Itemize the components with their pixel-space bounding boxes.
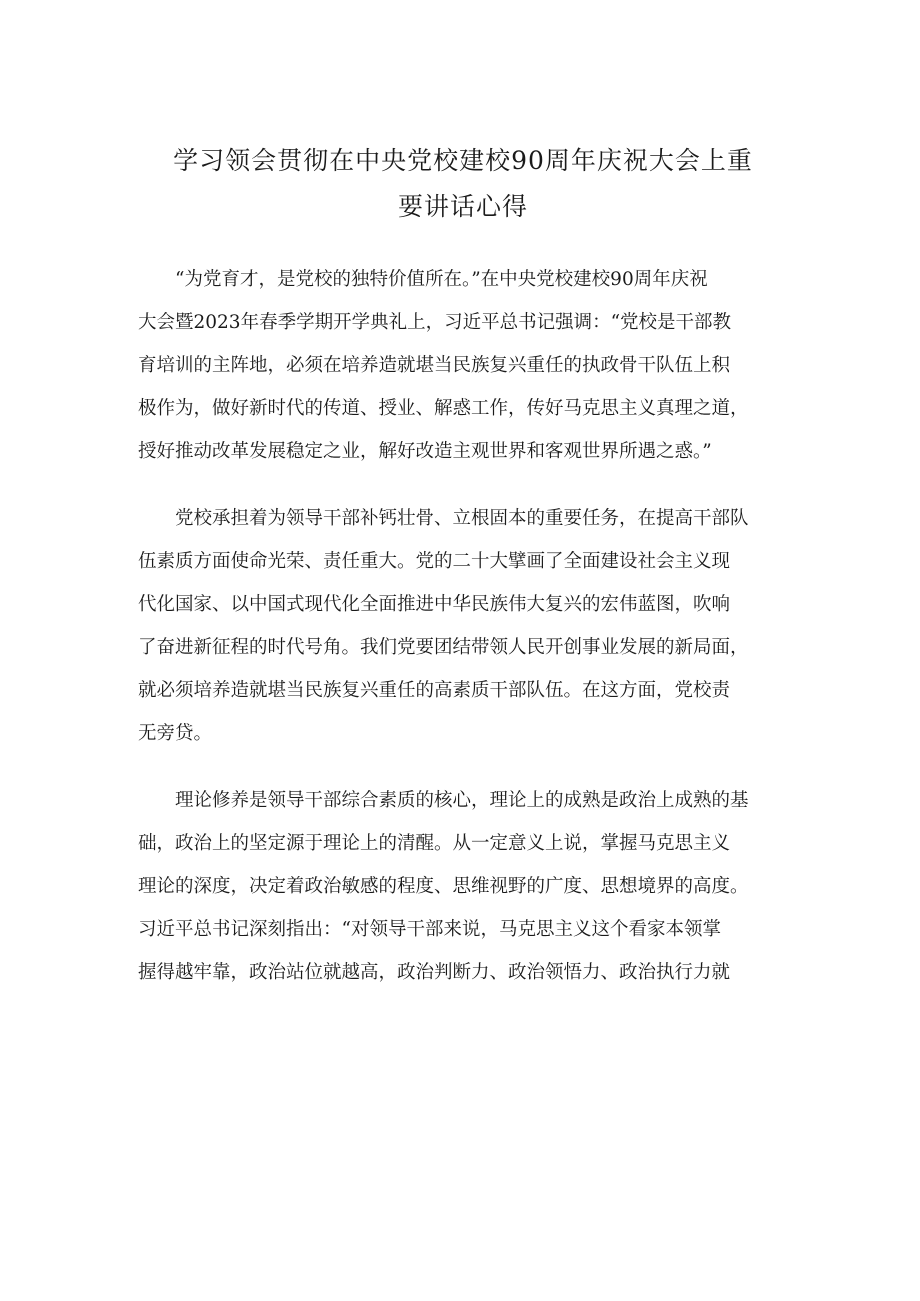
paragraph-line: 育培训的主阵地，必须在培养造就堪当民族复兴重任的执政骨干队伍上积 [138,355,731,376]
paragraph-line: 伍素质方面使命光荣、责任重大。党的二十大擘画了全面建设社会主义现 [138,551,731,572]
paragraph-line: 无旁贷。 [138,723,213,744]
document-page [138,138,788,994]
paragraph-line: 授好推动改革发展稳定之业，解好改造主观世界和客观世界所遇之惑。” [138,441,712,462]
paragraph-line: 习近平总书记深刻指出：“对领导干部来说，马克思主义这个看家本领掌 [138,919,721,940]
paragraph-line: 握得越牢靠，政治站位就越高，政治判断力、政治领悟力、政治执行力就 [138,962,731,983]
paragraph-line: 党校承担着为领导干部补钙壮骨、立根固本的重要任务，在提高干部队 [175,508,749,529]
paragraph-line: 代化国家、以中国式现代化全面推进中华民族伟大复兴的宏伟蓝图，吹响 [138,594,731,615]
paragraph-3 [138,779,788,994]
title-line: 要讲话心得 [397,192,528,221]
paragraph-line: 理论修养是领导干部综合素质的核心，理论上的成熟是政治上成熟的基 [175,790,749,811]
paragraph-line: 理论的深度，决定着政治敏感的程度、思维视野的广度、思想境界的高度。 [138,876,749,897]
document-title [138,138,788,230]
paragraph-2 [138,497,788,755]
paragraph-line: 极作为，做好新时代的传道、授业、解惑工作，传好马克思主义真理之道， [138,398,749,419]
paragraph-1 [138,258,788,473]
paragraph-line: “为党育才，是党校的独特价值所在。”在中央党校建校90周年庆祝 [175,269,708,290]
paragraph-line: 就必须培养造就堪当民族复兴重任的高素质干部队伍。在这方面，党校责 [138,680,731,701]
paragraph-line: 础，政治上的坚定源于理论上的清醒。从一定意义上说，掌握马克思主义 [138,833,731,854]
paragraph-line: 大会暨2023年春季学期开学典礼上，习近平总书记强调：“党校是干部教 [138,312,732,333]
title-line: 学习领会贯彻在中央党校建校90周年庆祝大会上重 [173,146,753,175]
paragraph-line: 了奋进新征程的时代号角。我们党要团结带领人民开创事业发展的新局面， [138,637,749,658]
